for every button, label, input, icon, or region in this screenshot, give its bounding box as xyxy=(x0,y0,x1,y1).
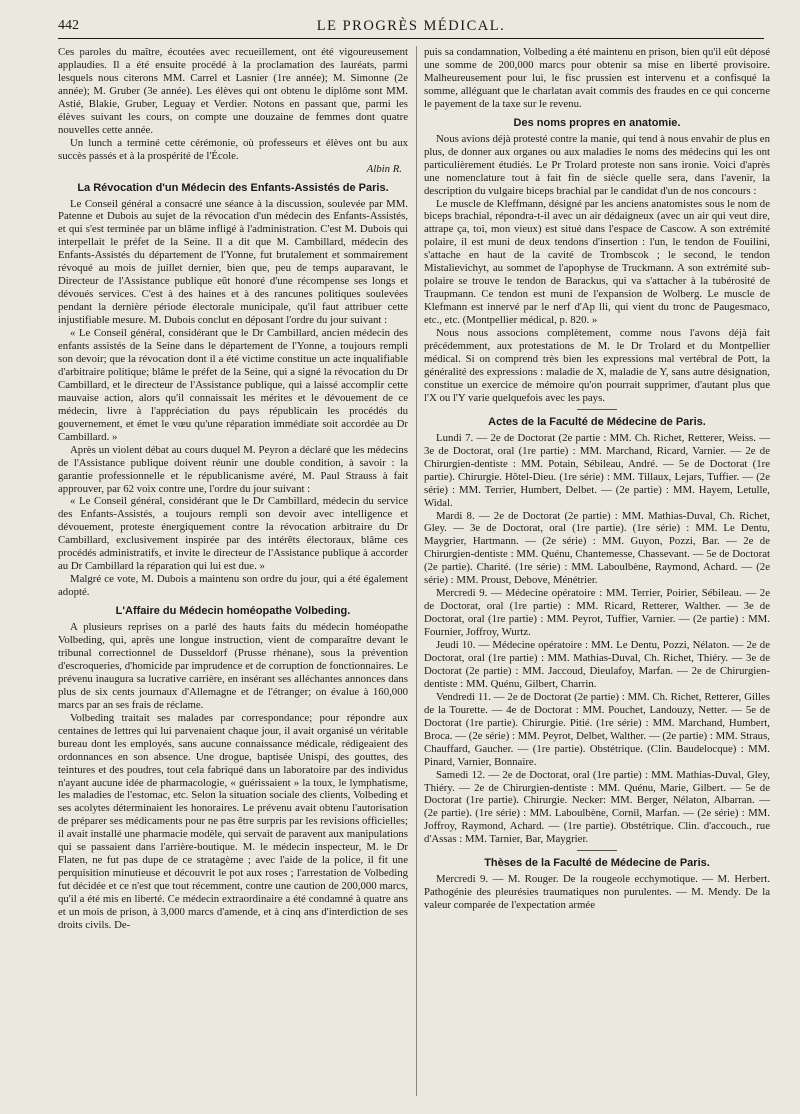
exam-day-entry: Mercredi 9. — Médecine opératoire : MM. Terrier, Poirier, Sébileau. — 2e de Doctorat, oral (1re partie) : MM. Ricard, Retterer, Walther. — 3e de Doctorat, oral (1re partie) : MM. Peyrot, Tuffier, Varnier. — (2e partie) : MM. Fournier, Joffroy, Wurtz. xyxy=(424,587,770,639)
left-column xyxy=(58,46,408,932)
revocation-quote: « Le Conseil général, considérant que le Dr Cambillard, ancien médecin des enfants assistés de la Seine dans le département de l'Yonne, a toujours rempli son devoir; que la révocation dont il a été victime constitue un acte inqualifiable d'arbitraire politique; blâme le préfet de la Seine, qui a signé la révocation du Dr Cambillard, et le directeur de l'Assistance publique, qui a laissé accomplir cette mauvaise action, alors qu'il connaissait les mérites et le dévouement de ce médecin, livre à l'appréciation du pays républicain les procédés du gouvernement, et émet le vœu qu'une réparation immédiate soit accordée au Dr Cambillard. » xyxy=(58,327,408,443)
exam-day-entry: Samedi 12. — 2e de Doctorat, oral (1re partie) : MM. Mathias-Duval, Gley, Thiéry. — 2e de Chirurgien-dentiste : MM. Quénu, Marie, Gilbert. — 5e de Doctorat (1re partie). Chirurgie. Necker: MM. Berger, Nélaton, Albarran. — (2e partie). (1re série) : MM. Laboulbène, Cornil, Marfan. — (2e série) : MM. Joffroy, Raymond, Achard. — (1re partie). Obstétrique. Clin. d'accouch., rue d'Assas : MM. Tarnier, Bar, Maygrier. xyxy=(424,768,770,846)
exam-day-entry: Lundi 7. — 2e de Doctorat (2e partie : MM. Ch. Richet, Retterer, Weiss. — 3e de Doctorat, oral (1re partie) : MM. Marchand, Ricard, Varnier. — 2e de Chirurgien-dentiste : MM. Potain, Sébileau, André. — 5e de Doctorat (1re partie). Chirurgie. Hôtel-Dieu. (1re série) : MM. Tillaux, Lejars, Tuffier. — (2e série) : MM. Terrier, Humbert, Delbet. — (2e partie) : MM. Hayem, Letulle, Widal. xyxy=(424,431,770,509)
right-column xyxy=(424,46,770,912)
exam-day-entry: Jeudi 10. — Médecine opératoire : MM. Le Dentu, Pozzi, Nélaton. — 2e de Doctorat, oral (1re partie) : MM. Mathias-Duval, Ch. Richet, Thiéry. — 3e de Doctorat (2e partie) : MM. Jaccoud, Dieulafoy, Marfan. — 2e de Chirurgien-dentiste : MM. Quénu, Gilbert, Charrin. xyxy=(424,639,770,690)
intro-paragraph: Un lunch a terminé cette cérémonie, où professeurs et élèves ont bu aux succès passés et à la prospérité de l'École. xyxy=(58,136,408,162)
section-title-volbeding: L'Affaire du Médecin homéopathe Volbeding. xyxy=(115,605,351,618)
theses-entry: Mercredi 9. — M. Rouger. De la rougeole ecchymotique. — M. Herbert. Pathogénie des pleurésies traumatiques non purulentes. — M. Mendy. De la valeur comparée de l'expectation armée xyxy=(424,873,770,912)
page-number: 442 xyxy=(58,18,79,33)
volbeding-paragraph: A plusieurs reprises on a parlé des hauts faits du médecin homéopathe Volbeding, qui, après une longue instruction, vient de comparaître devant le tribunal correctionnel de Dusseldorf (Prusse rhénane), sous la prévention d'escroqueries, d'homicide par imprudence et de corruption de fonctionnaires. Le prévenu inaugura sa lucrative carrière, en insérant ses alléchantes annonces dans plus de six cents journaux d'Allemagne et de l'étranger; on évalue à 160,000 marcs par an ses frais de réclame. xyxy=(58,621,408,711)
exam-schedule xyxy=(424,432,770,847)
noms-paragraph: Nous nous associons complètement, comme nous l'avons déjà fait précédemment, aux protestations de M. le Dr Trolard et du Montpellier médical. Si on comprend très bien les expressions mal vertébral de Pott, la généralité des expressions : maladie de X, maladie de Y, sans autre désignation, constitue un exercice de mémoire qu'on pourrait supprimer, d'autant plus que l'X ou l'Y varie quelquefois avec les pays. xyxy=(424,327,770,404)
section-separator xyxy=(577,850,617,851)
section-title-noms-propres: Des noms propres en anatomie. xyxy=(513,116,681,129)
exam-day-entry: Vendredi 11. — 2e de Doctorat (2e partie) : MM. Ch. Richet, Retterer, Gilles de la Tourette. — 4e de Doctorat : MM. Pouchet, Landouzy, Netter. — 5e de Doctorat (1re partie). Chirurgie. Pitié. (1re série) : MM. Marchand, Humbert, Broca. — (2e série) : MM. Peyrot, Delbet, Walther. — (2e partie) : MM. Straus, Chauffard, Gaucher. — (1re partie). Obstétrique. (Clin. Baudelocque) : MM. Pinard, Varnier, Bonnaire. xyxy=(424,690,770,768)
page-header xyxy=(58,16,764,39)
running-title: LE PROGRÈS MÉDICAL. xyxy=(316,18,506,34)
noms-paragraph: Nous avions déjà protesté contre la manie, qui tend à nous envahir de plus en plus, de donner aux organes ou aux maladies le noms des médecins qui les ont particulièrement étudiés. Le Pr Trolard proteste non sans ironie. Voici d'après une nomenclature tout à fait fin de siècle quelle sera, dans l'avenir, la description du vulgaire biceps brachial par le candidat d'un de nos concours : xyxy=(424,132,770,197)
revocation-paragraph: Malgré ce vote, M. Dubois a maintenu son ordre du jour, qui a été également adopté. xyxy=(58,573,408,599)
revocation-paragraph: Le Conseil général a consacré une séance à la discussion, soulevée par MM. Patenne et Dubois au sujet de la révocation d'un médecin des Enfants-Assistés, et qui s'est terminée par un blâme infligé à l'administration. C'est M. Dubois qui interpellait le préfet de la Seine. Il a dit que M. Cambillard, médecin des Enfants-Assistés du département de l'Yonne, fut brutalement et sommairement révoqué au mois de juillet dernier, bien que, peu de temps auparavant, le Directeur de l'Assistance publique eût honoré d'une récompense ses longs et dévoués services. C'est à des haines et à des rancunes politiques soulevées pendant la dernière période électorale municipale, qu'il faut attribuer cette injustifiable mesure. M. Dubois conclut en déposant l'ordre du jour suivant : xyxy=(58,197,408,327)
exam-day-entry: Mardi 8. — 2e de Doctorat (2e partie) : MM. Mathias-Duval, Ch. Richet, Gley. — 3e de Doctorat, oral (1re partie). (1re série) : MM. Le Dentu, Maygrier, Hartmann. — (2e série) : MM. Guyon, Pozzi, Bar. — 2e de Chirurgien-dentiste : MM. Quénu, Chantemesse, Chassevant. — 5e de Doctorat (2e partie). Charité. (1re série) : MM. Laboulbène, Raymond, Achard. — (2e série) : MM. Proust, Debove, Ménétrier. xyxy=(424,509,770,587)
section-separator xyxy=(577,409,617,410)
volbeding-paragraph: Volbeding traitait ses malades par correspondance; pour répondre aux centaines de lettres qui lui parvenaient chaque jour, il avait organisé un véritable bureau dont les employés, sans aucune connaissance médicale, rédigeaient des ordonnances en son absence. Une drogue, baptisée Unispi, des gouttes, des teintures et des poudres, tout cela fabriqué dans un laboratoire par des individus n'ayant aucune idée de pharmacologie, « guérissaient » la toux, le lymphatisme, les maladies de l'estomac, etc. Selon la situation sociale des clients, Volbeding et ses acolytes déterminaient les honoraires. Le prévenu avait obtenu l'autorisation de préparer ses médicaments pour ne pas être surpris par les revisions officielles; il avait installé une pharmacie modèle, qui servait de paravent aux manipulations qui se passaient dans l'arrière-boutique. M. le médecin inspecteur, M. le Dr Flaten, ne fut pas dupe de ce stratagème ; avec l'aide de la police, il fit une perquisition minutieuse et découvrit le pot aux roses ; l'arrestation de Volbeding fut décidée et ce n'est que tout récemment, contre une caution de 200,000 marcs, qu'il a été mis en liberté. Ce médecin extraordinaire a été condamné à quatre ans et un mois de prison, à 3,000 marcs d'amende, et à cinq ans d'interdiction de ses droits civils. De- xyxy=(58,711,408,931)
volbeding-continuation: puis sa condamnation, Volbeding a été maintenu en prison, bien qu'il eût déposé une somme de 200,000 marcs pour obtenir sa mise en liberté provisoire. Malheureusement pour lui, le fisc prussien est intervenu et a confisqué la somme, alléguant que le charlatan avait commis des fraudes en ce qui concerne le payement de la taxe sur le revenu. xyxy=(424,46,770,110)
section-title-theses: Thèses de la Faculté de Médecine de Paris. xyxy=(484,857,710,870)
section-title-revocation: La Révocation d'un Médecin des Enfants-Assistés de Paris. xyxy=(77,181,389,194)
column-divider xyxy=(416,46,417,1096)
revocation-quote: « Le Conseil général, considérant que le Dr Cambillard, médecin du service des Enfants-Assistés, a toujours rempli son devoir avec intelligence et dévouement, proteste énergiquement contre la révocation arbitraire du Dr Cambillard, exclusivement inspirée par des intérêts électoraux, blâme ces procédés administratifs, et invite le directeur de l'Assistance publique à accorder au Dr Cambillard la réparation qui lui est due. » xyxy=(58,495,408,573)
revocation-paragraph: Après un violent débat au cours duquel M. Peyron a déclaré que les médecins de l'Assistance publique doivent réunir une double condition, à savoir : la garantie professionnelle et le républicanisme avéré, M. Paul Strauss à fait approuver, par 62 voix contre une, l'ordre du jour suivant : xyxy=(58,443,408,495)
article-signature: Albin R. xyxy=(366,162,402,175)
noms-paragraph: Le muscle de Kleffmann, désigné par les anciens anatomistes sous le nom de biceps brachial, répondra-t-il avec un air dédaigneux (avec un air qui veut dire, attrape ça, toi, mon vieux) est situé dans l'espace de Cascow. A son extrémité polaire, il est muni de deux tendons d'insertion : l'un, le tendon de Fouilini, s'attache en haut de la cavité de Trombscok ; le second, le tendon Mistalievichyt, au sommet de l'apophyse de Truckmann. A son extrémité sub-polaire se trouve le tendon de Barackus, qui va s'attacher à la tubérosité de Traupmann. Ce tendon est muni de l'expansion de Wolberg. Le muscle de Klefmann est innervé par le nerf d'Ap lli, qui vient du tronc de Paugesmaco, etc., etc. (Montpellier médical, p. 820. » xyxy=(424,197,770,327)
intro-paragraph: Ces paroles du maître, écoutées avec recueillement, ont été vigoureusement applaudies. Il a été ensuite procédé à la proclamation des lauréats, parmi lesquels nous citerons MM. Carrel et Lasnier (1re année); M. Simonne (2e année); M. Gruber (3e année). Les élèves qui ont obtenu le diplôme sont MM. Astié, Blakie, Gruber, Leguay et Verdier. Notons en passant que, parmi les élèves suivant les cours, on compte une douzaine de femmes dont quatre nouvelles cette année. xyxy=(58,46,408,136)
section-title-actes: Actes de la Faculté de Médecine de Paris. xyxy=(488,415,706,428)
